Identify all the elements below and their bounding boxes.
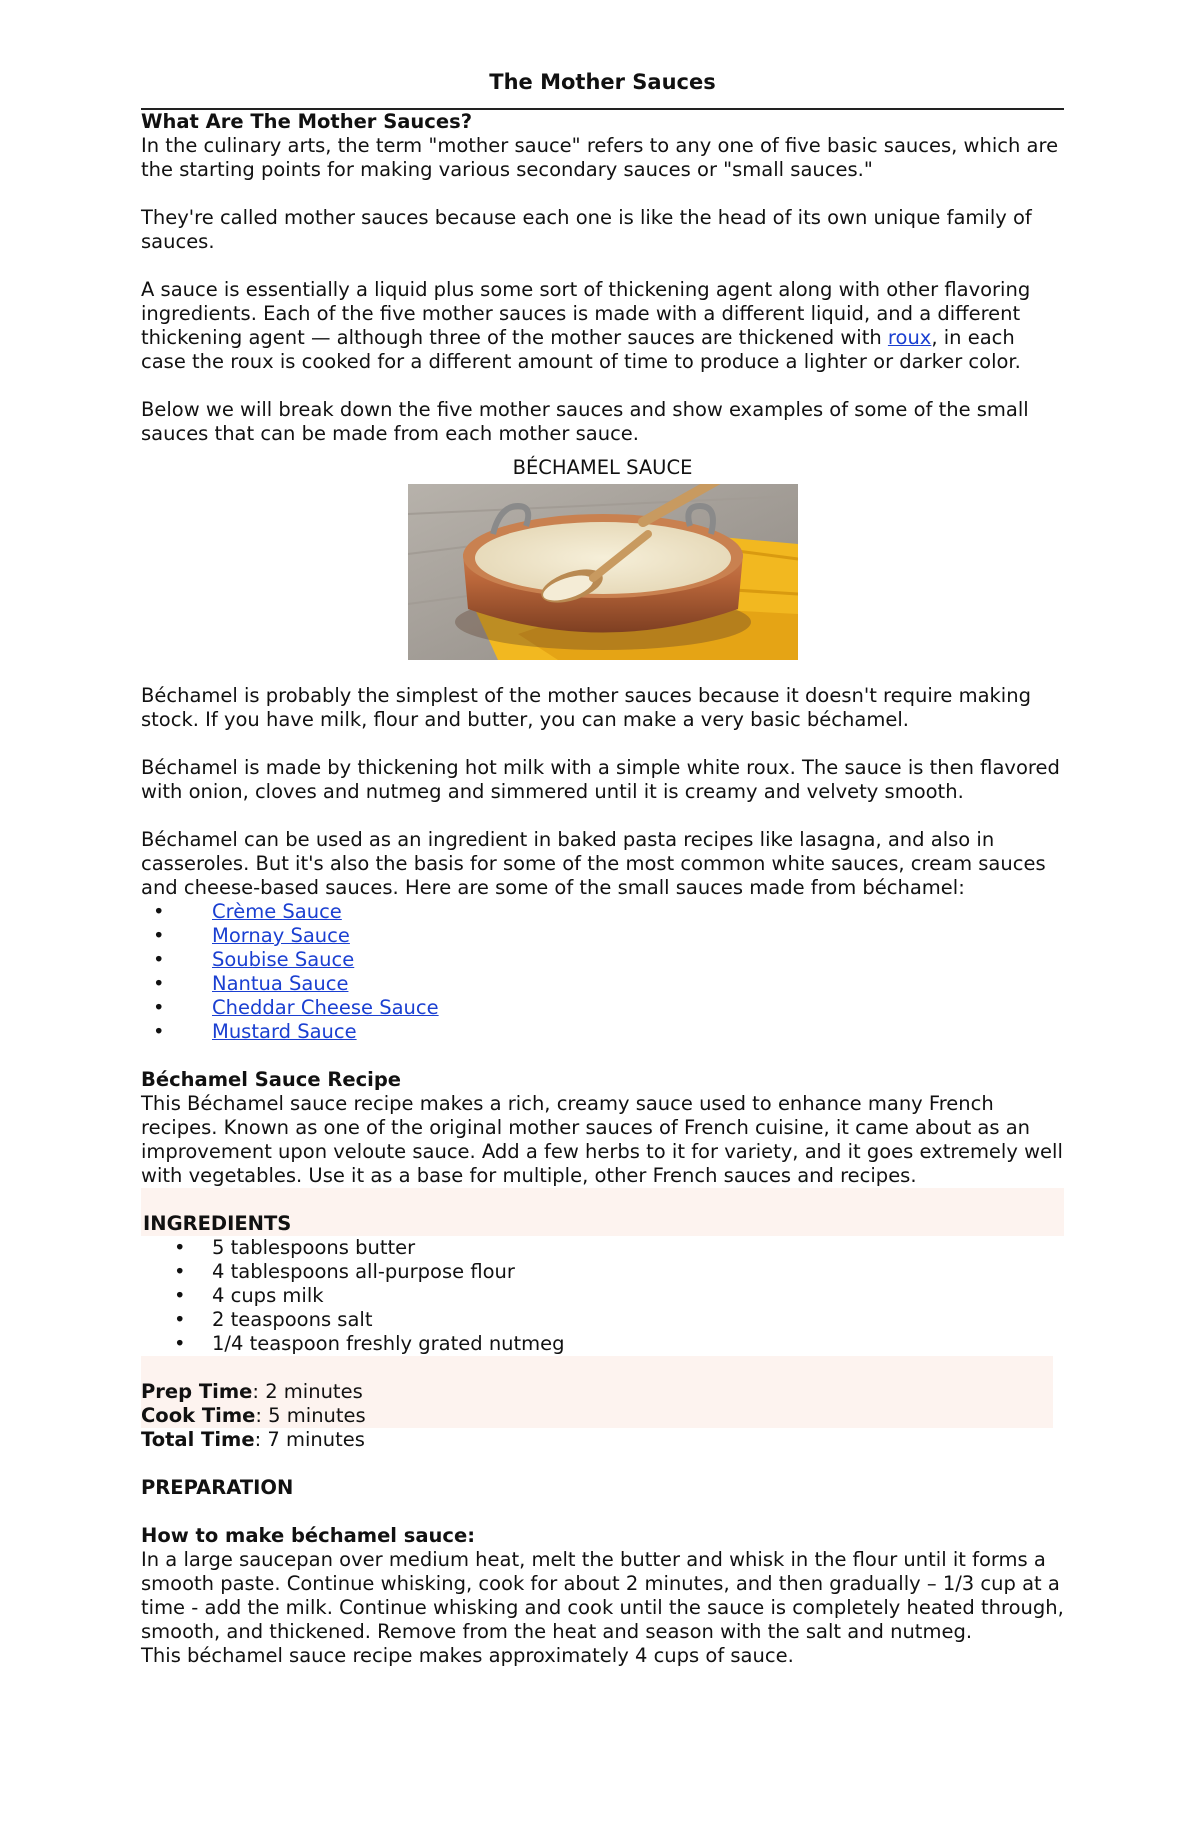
intro-paragraph-2: They're called mother sauces because each one is like the head of its own unique family of sauces.: [141, 206, 1032, 253]
yield-text: This béchamel sauce recipe makes approximately 4 cups of sauce.: [141, 1644, 794, 1667]
breakdown-paragraph: Below we will break down the five mother sauces and show examples of some of the small sauces that can be made from each mother sauce.: [141, 398, 1029, 445]
intro-paragraph-1: In the culinary arts, the term "mother sauce" refers to any one of five basic sauces, which are the starting points for making various secondary sauces or "small sauces.": [141, 134, 1059, 181]
howto-text: In a large saucepan over medium heat, melt the butter and whisk in the flour until it forms a smooth paste. Continue whisking, cook for about 2 minutes, and then gradually – 1/3 cup at a time - add the milk. Continue whisking and cook until the sauce is completely heated through, smooth, and thickened. Remove from the heat and season with the salt and nutmeg.: [141, 1548, 1064, 1643]
soubise-sauce-link[interactable]: Soubise Sauce: [212, 948, 355, 971]
bechamel-paragraph-3: Béchamel can be used as an ingredient in baked pasta recipes like lasagna, and also in casseroles. But it's also the basis for some of the most common white sauces, cream sauces and cheese-based sauces. Here are some of the small sauces made from béchamel:: [141, 828, 1046, 899]
ingredients-heading-band: [141, 1188, 1064, 1236]
nantua-sauce-link[interactable]: Nantua Sauce: [212, 972, 349, 995]
creme-sauce-link[interactable]: Crème Sauce: [212, 900, 342, 923]
bechamel-paragraph-1: Béchamel is probably the simplest of the mother sauces because it doesn't require making stock. If you have milk, flour and butter, you can make a very basic béchamel.: [141, 684, 1031, 731]
list-item: • Crème Sauce: [153, 900, 342, 923]
total-time: Total Time: 7 minutes: [141, 1428, 365, 1451]
section-heading: What Are The Mother Sauces?: [141, 110, 473, 133]
times-block: [141, 1356, 1053, 1428]
ingredient-item: • 4 tablespoons all-purpose flour: [174, 1260, 515, 1283]
thickener-paragraph: [141, 278, 1064, 374]
list-item: • Cheddar Cheese Sauce: [153, 996, 439, 1019]
ingredient-item: • 2 teaspoons salt: [174, 1308, 373, 1331]
bechamel-paragraph-2: Béchamel is made by thickening hot milk with a simple white roux. The sauce is then flavored with onion, cloves and nutmeg and simmered until it is creamy and velvety smooth.: [141, 756, 1060, 803]
cook-time: Cook Time: 5 minutes: [141, 1404, 366, 1427]
ingredient-item: • 1/4 teaspoon freshly grated nutmeg: [174, 1332, 565, 1355]
list-item: • Soubise Sauce: [153, 948, 355, 971]
prep-time: Prep Time: 2 minutes: [141, 1380, 363, 1403]
list-item: • Mornay Sauce: [153, 924, 350, 947]
ingredients-heading: INGREDIENTS: [143, 1212, 292, 1235]
ingredient-item: • 5 tablespoons butter: [174, 1236, 416, 1259]
preparation-heading: PREPARATION: [141, 1476, 294, 1499]
mornay-sauce-link[interactable]: Mornay Sauce: [212, 924, 350, 947]
bechamel-photo: [408, 484, 798, 660]
list-item: • Nantua Sauce: [153, 972, 349, 995]
ingredient-item: • 4 cups milk: [174, 1284, 324, 1307]
thickener-text-before: A sauce is essentially a liquid plus some sort of thickening agent along with other flavoring ingredients. Each of the five mother sauces is made with a different liquid, and a different thickening agent — although three of the mother sauces are thickened with: [141, 278, 1031, 349]
thickener-text-after: , in each case the roux is cooked for a different amount of time to produce a lighter or darker color.: [141, 326, 1021, 373]
small-sauces-list: [141, 900, 1064, 1044]
cheddar-cheese-sauce-link[interactable]: Cheddar Cheese Sauce: [212, 996, 439, 1019]
ingredients-list: [141, 1236, 1064, 1356]
document-title: The Mother Sauces: [489, 70, 716, 94]
recipe-intro: This Béchamel sauce recipe makes a rich, creamy sauce used to enhance many French recipes. Known as one of the original mother sauces of French cuisine, it came about as an improvement upon veloute sauce. Add a few herbs to it for variety, and it goes extremely well with vegetables. Use it as a base for multiple, other French sauces and recipes.: [141, 1092, 1063, 1187]
list-item: • Mustard Sauce: [153, 1020, 357, 1043]
bechamel-caption: BÉCHAMEL SAUCE: [512, 456, 693, 479]
document-page: [141, 68, 1064, 1668]
recipe-heading: Béchamel Sauce Recipe: [141, 1068, 402, 1091]
mustard-sauce-link[interactable]: Mustard Sauce: [212, 1020, 357, 1043]
roux-link[interactable]: roux: [887, 326, 932, 349]
howto-heading: How to make béchamel sauce:: [141, 1524, 475, 1547]
